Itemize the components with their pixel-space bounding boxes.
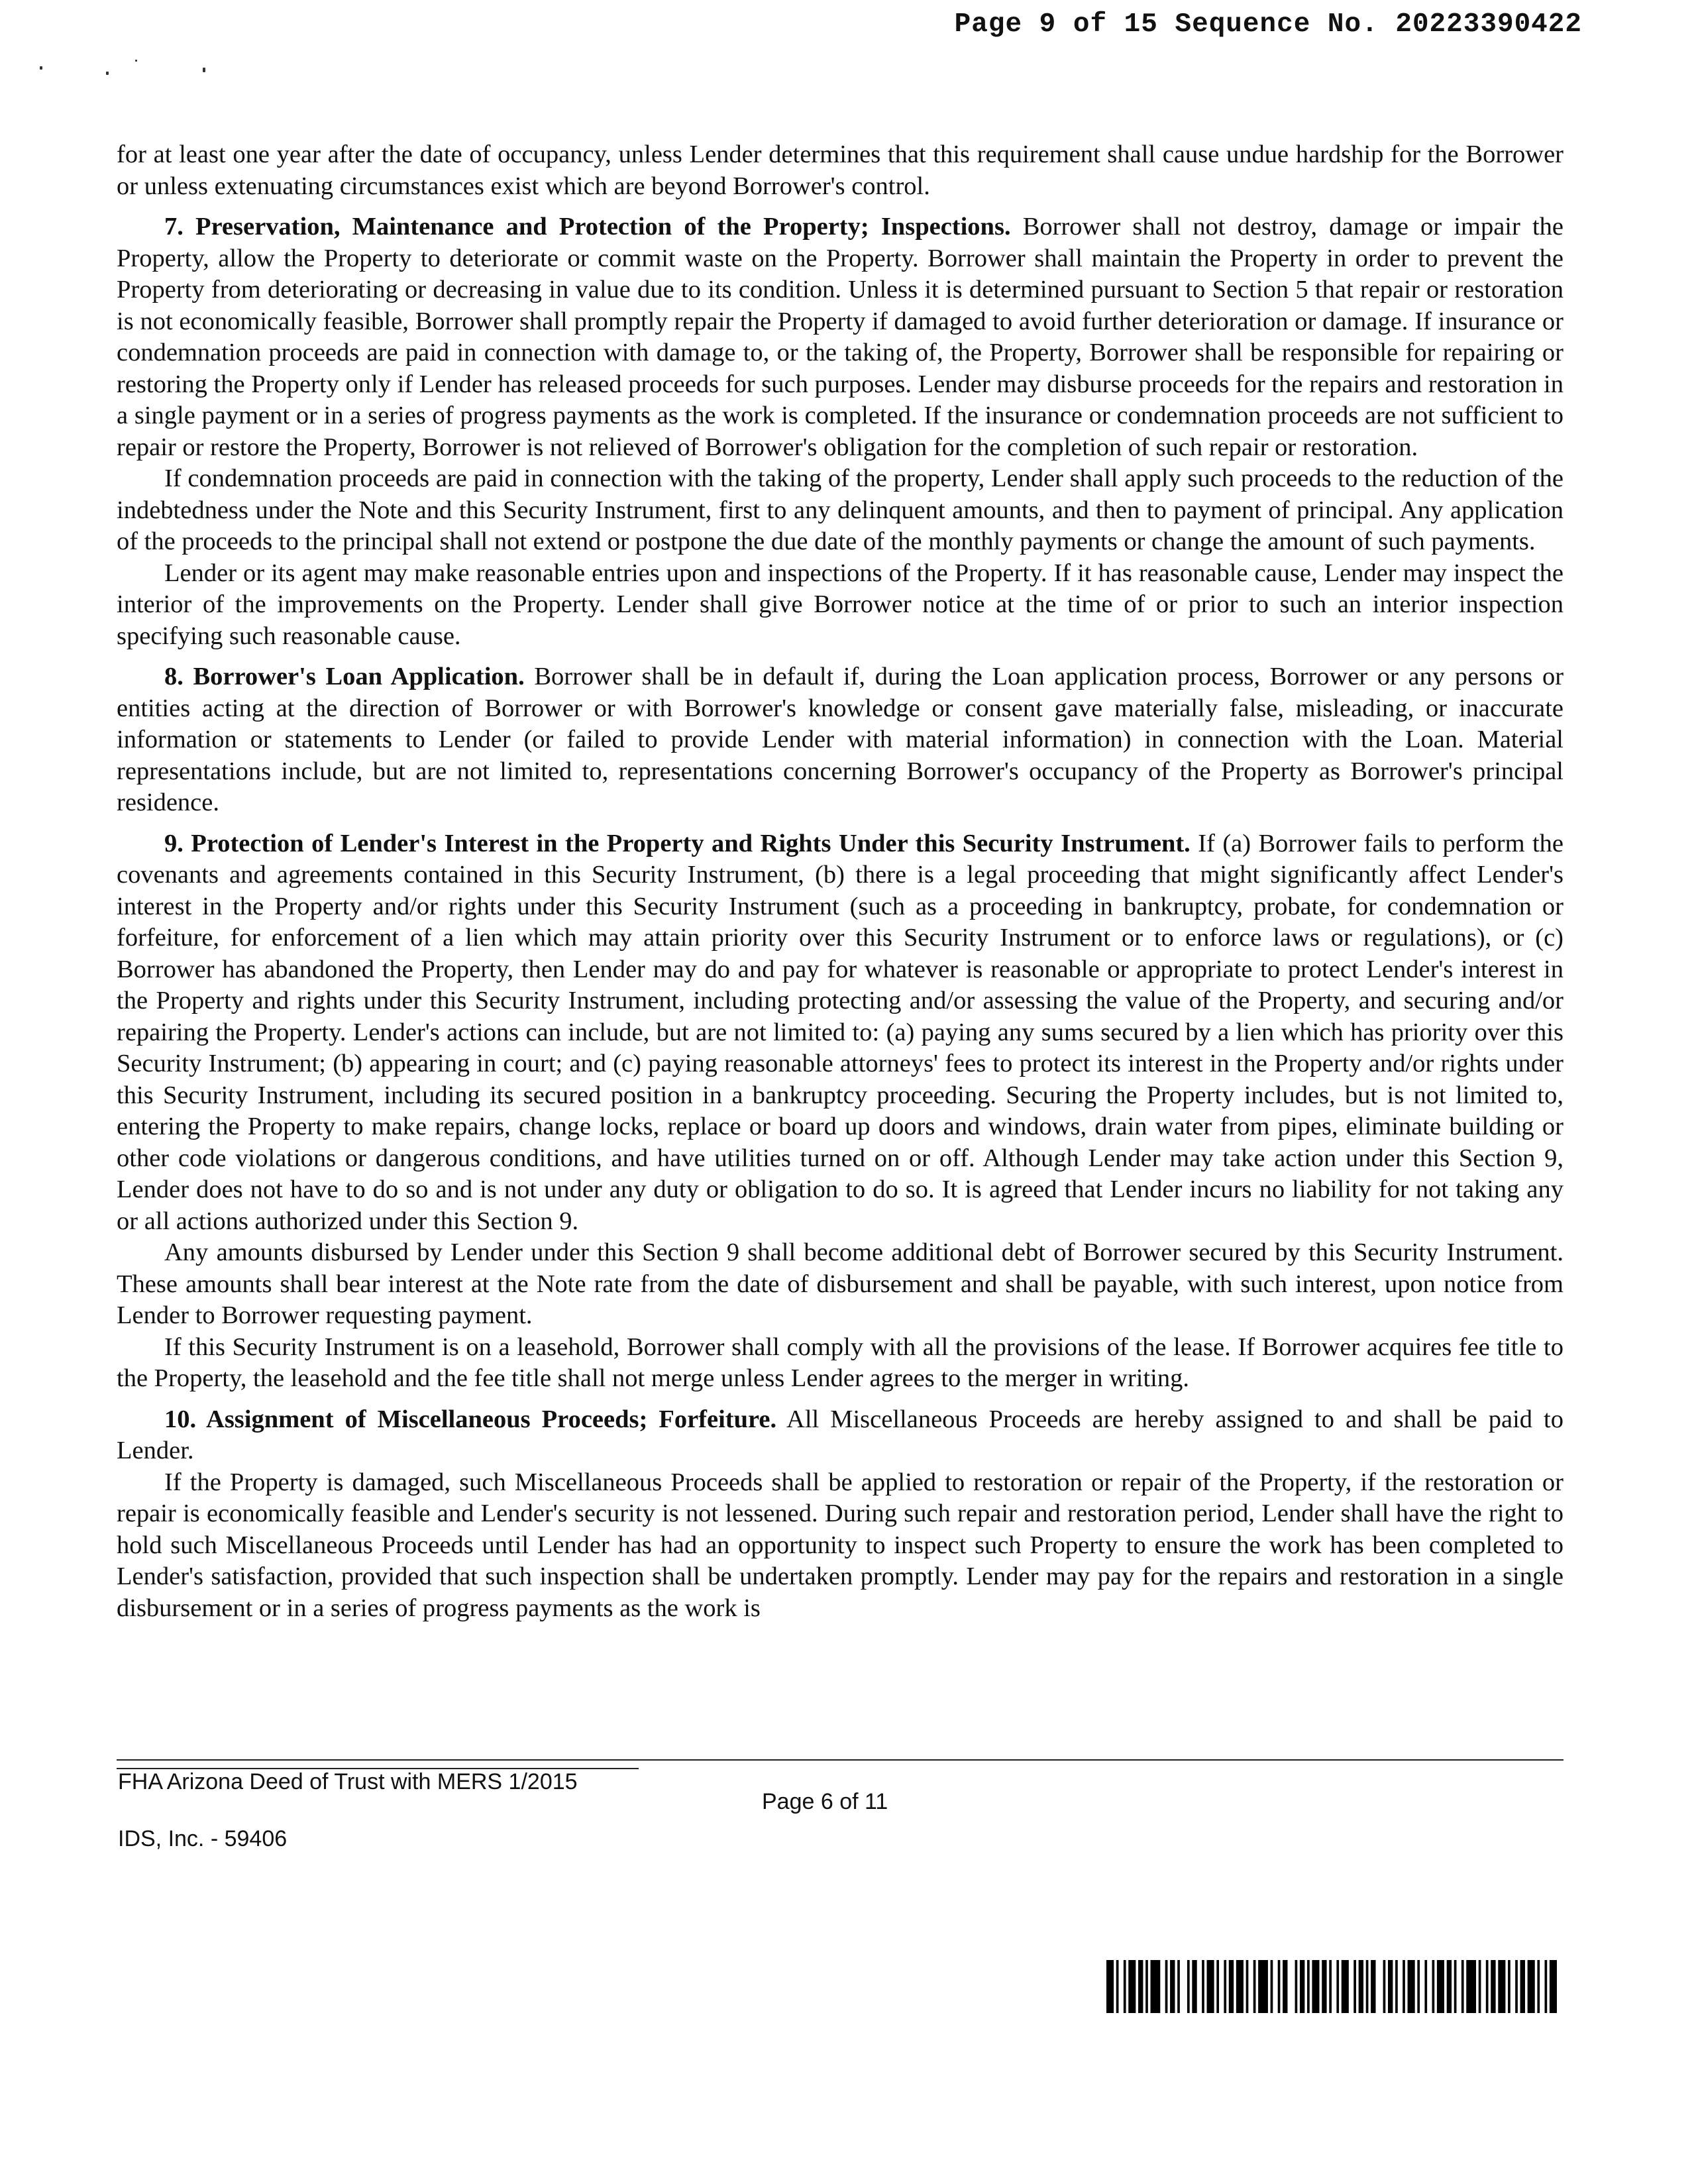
section-9-paragraph (117, 828, 1564, 1238)
footer-form-name: FHA Arizona Deed of Trust with MERS 1/2015 (118, 1769, 578, 1794)
barcode-bar (1145, 1960, 1148, 2013)
barcode-bar (1479, 1960, 1481, 2013)
header-page-sequence-stamp: Page 9 of 15 Sequence No. 20223390422 (954, 9, 1582, 40)
barcode-bar (1300, 1960, 1304, 2013)
barcode-bar (1432, 1960, 1435, 2013)
scan-speck (40, 66, 42, 70)
barcode-bar (1192, 1960, 1196, 2013)
barcode-bar (1229, 1960, 1234, 2013)
barcode-bar (1437, 1960, 1444, 2013)
barcode-bar (1353, 1960, 1356, 2013)
barcode-bar (1383, 1960, 1386, 2013)
section-7-paragraph (117, 211, 1564, 463)
barcode-bar (1336, 1960, 1339, 2013)
barcode-bar (1224, 1960, 1226, 2013)
barcode-bar (1128, 1960, 1136, 2013)
footer-rule (117, 1759, 1564, 1761)
barcode-bar (1151, 1960, 1161, 2013)
barcode-bar (1342, 1960, 1349, 2013)
barcode-bar (1408, 1960, 1415, 2013)
intro-paragraph: for at least one year after the date of occupancy, unless Lender determines that this requirement shall cause undue hardship for the Borrower or unless extenuating circumstances exist which are beyond Borrower's control. (117, 140, 1564, 200)
section-7-text: Borrower shall not destroy, damage or impair the Property, allow the Property to deteriorate or commit waste on the Property. Borrower shall maintain the Property in order to prevent the Property from deteriorating or decreasing in value due to its condition. Unless it is determined pursuant to Section 5 that repair or restoration is not economically feasible, Borrower shall promptly repair the Property if damaged to avoid further deterioration or damage. If insurance or condemnation proceeds are paid in connection with damage to, or the taking of, the Property, Borrower shall be responsible for repairing or restoring the Property only if Lender has released proceeds for such purposes. Lender may disburse proceeds for the repairs and restoration in a single payment or in a series of progress payments as the work is completed. If the insurance or condemnation proceeds are not sufficient to repair or restore the Property, Borrower is not relieved of Borrower's obligation for the completion of such repair or restoration. (117, 213, 1564, 461)
barcode-bar (1515, 1960, 1518, 2013)
section-8-title: 8. Borrower's Loan Application. (164, 663, 525, 690)
barcode-bar (1520, 1960, 1525, 2013)
document-body (117, 139, 1564, 1624)
section-8-text: Borrower shall be in default if, during the Loan application process, Borrower or any persons or entities acting at the direction of Borrower or with Borrower's knowledge or consent gave materially false, misleading, or inaccurate information or statements to Lender (or failed to provide Lender with material information) in connection with the Loan. Material representations include, but are not limited to, representations concerning Borrower's occupancy of the Property as Borrower's principal residence. (117, 663, 1564, 816)
barcode-bar (1545, 1960, 1548, 2013)
barcode-bar (1371, 1960, 1375, 2013)
barcode-bar (1258, 1960, 1268, 2013)
section-9-paragraph-3: If this Security Instrument is on a leasehold, Borrower shall comply with all the provisions of the lease. If Borrower acquires fee title to the Property, the leasehold and the fee title shall not merge unless Lender agrees to the merger in writing. (117, 1333, 1564, 1392)
barcode-bar (1537, 1960, 1540, 2013)
barcode-bar (1498, 1960, 1505, 2013)
barcode-bar (1447, 1960, 1452, 2013)
barcode-bar (1253, 1960, 1256, 2013)
barcode-bar (1165, 1960, 1168, 2013)
scan-speck (135, 60, 137, 62)
section-10-paragraph-2: If the Property is damaged, such Miscellaneous Proceeds shall be applied to restoration or repair of the Property, if the restoration or repair is economically feasible and Lender's security is not lessened. During such repair and restoration period, Lender shall have the right to hold such Miscellaneous Proceeds until Lender has had an opportunity to inspect such Property to ensure the work has been completed to Lender's satisfaction, provided that such inspection shall be undertaken promptly. Lender may pay for the repairs and restoration in a single disbursement or in a series of progress payments as the work is (117, 1468, 1564, 1622)
barcode-bar (1466, 1960, 1476, 2013)
barcode-bar (1454, 1960, 1457, 2013)
barcode-bar (1491, 1960, 1495, 2013)
footer-vendor-id: IDS, Inc. - 59406 (118, 1826, 288, 1851)
barcode-bar (1271, 1960, 1273, 2013)
section-9-paragraph-2: Any amounts disbursed by Lender under this Section 9 shall become additional debt of Borrower secured by this Security Instrument. These amounts shall bear interest at the Note rate from the date of disbursement and shall be payable, with such interest, upon notice from Lender to Borrower requesting payment. (117, 1238, 1564, 1329)
section-7-paragraph-3: Lender or its agent may make reasonable entries upon and inspections of the Property. If it has reasonable cause, Lender may inspect the interior of the improvements on the Property. Lender shall give Borrower notice at the time of or prior to such an interior inspection specifying such reasonable cause. (117, 559, 1564, 650)
barcode-bar (1417, 1960, 1420, 2013)
barcode-icon (1106, 1960, 1557, 2013)
scan-speck (106, 72, 109, 75)
barcode-bar (1388, 1960, 1393, 2013)
barcode-bar (1116, 1960, 1119, 2013)
barcode-bar (1278, 1960, 1281, 2013)
barcode-bar (1508, 1960, 1510, 2013)
section-7-title: 7. Preservation, Maintenance and Protection of the Property; Inspections. (164, 213, 1011, 241)
barcode-bar (1461, 1960, 1464, 2013)
barcode-bar (1424, 1960, 1427, 2013)
barcode-bar (1246, 1960, 1249, 2013)
barcode-bar (1486, 1960, 1489, 2013)
barcode-bar (1124, 1960, 1126, 2013)
barcode-bar (1187, 1960, 1190, 2013)
section-9-title: 9. Protection of Lender's Interest in the Property and Rights Under this Security Instrument. (164, 829, 1191, 857)
barcode-bar (1295, 1960, 1298, 2013)
barcode-bar (1177, 1960, 1180, 2013)
section-7-paragraph-2: If condemnation proceeds are paid in connection with the taking of the property, Lender shall apply such proceeds to the reduction of the indebtedness under the Note and this Security Instrument, first to any delinquent amounts, and then to payment of principal. Any application of the proceeds to the principal shall not extend or postpone the due date of the monthly payments or change the amount of such payments. (117, 464, 1564, 555)
scan-specks (37, 58, 236, 85)
barcode-bar (1395, 1960, 1398, 2013)
barcode-bar (1322, 1960, 1326, 2013)
barcode-bar (1170, 1960, 1175, 2013)
barcode-bar (1236, 1960, 1244, 2013)
section-8-paragraph (117, 661, 1564, 819)
barcode-bar (1403, 1960, 1405, 2013)
barcode-bar (1207, 1960, 1214, 2013)
section-10-title: 10. Assignment of Miscellaneous Proceeds; Forfeiture. (164, 1405, 777, 1433)
section-10-text: All Miscellaneous Proceeds are hereby assigned to and shall be paid to Lender. (117, 1405, 1564, 1464)
barcode-bar (1106, 1960, 1114, 2013)
barcode-bar (1283, 1960, 1287, 2013)
barcode-bar (1329, 1960, 1332, 2013)
footer-page-number: Page 6 of 11 (762, 1789, 888, 1814)
barcode-bar (1366, 1960, 1369, 2013)
barcode-bar (1528, 1960, 1535, 2013)
barcode-bar (1138, 1960, 1143, 2013)
scan-speck (203, 68, 205, 72)
barcode-bar (1202, 1960, 1204, 2013)
section-9-text: If (a) Borrower fails to perform the covenants and agreements contained in this Security Instrument, (b) there is a legal proceeding that might significantly affect Lender's interest in the Property and/or rights under this Security Instrument (such as a proceeding in bankruptcy, probate, for condemnation or forfeiture, for enforcement of a lien which may attain priority over this Security Instrument or to enforce laws or regulations), or (c) Borrower has abandoned the Property, then Lender may do and pay for whatever is reasonable or appropriate to protect Lender's interest in the Property and rights under this Security Instrument, including protecting and/or assessing the value of the Property, and securing and/or repairing the Property. Lender's actions can include, but are not limited to: (a) paying any sums secured by a lien which has priority over this Security Instrument; (b) appearing in court; and (c) paying reasonable attorneys' fees to protect its interest in the Property and/or rights under this Security Instrument, including its secured position in a bankruptcy proceeding. Securing the Property includes, but is not limited to, entering the Property to make repairs, change locks, replace or board up doors and windows, drain water from pipes, eliminate building or other code violations or dangerous conditions, and have utilities turned on or off. Although Lender may take action under this Section 9, Lender does not have to do so and is not under any duty or obligation to do so. It is agreed that Lender incurs no liability for not taking any or all actions authorized under this Section 9. (117, 829, 1564, 1235)
barcode-bar (1550, 1960, 1557, 2013)
barcode-bar (1216, 1960, 1219, 2013)
section-10-paragraph (117, 1404, 1564, 1467)
barcode-bar (1307, 1960, 1310, 2013)
barcode-bar (1359, 1960, 1363, 2013)
barcode-bar (1312, 1960, 1319, 2013)
